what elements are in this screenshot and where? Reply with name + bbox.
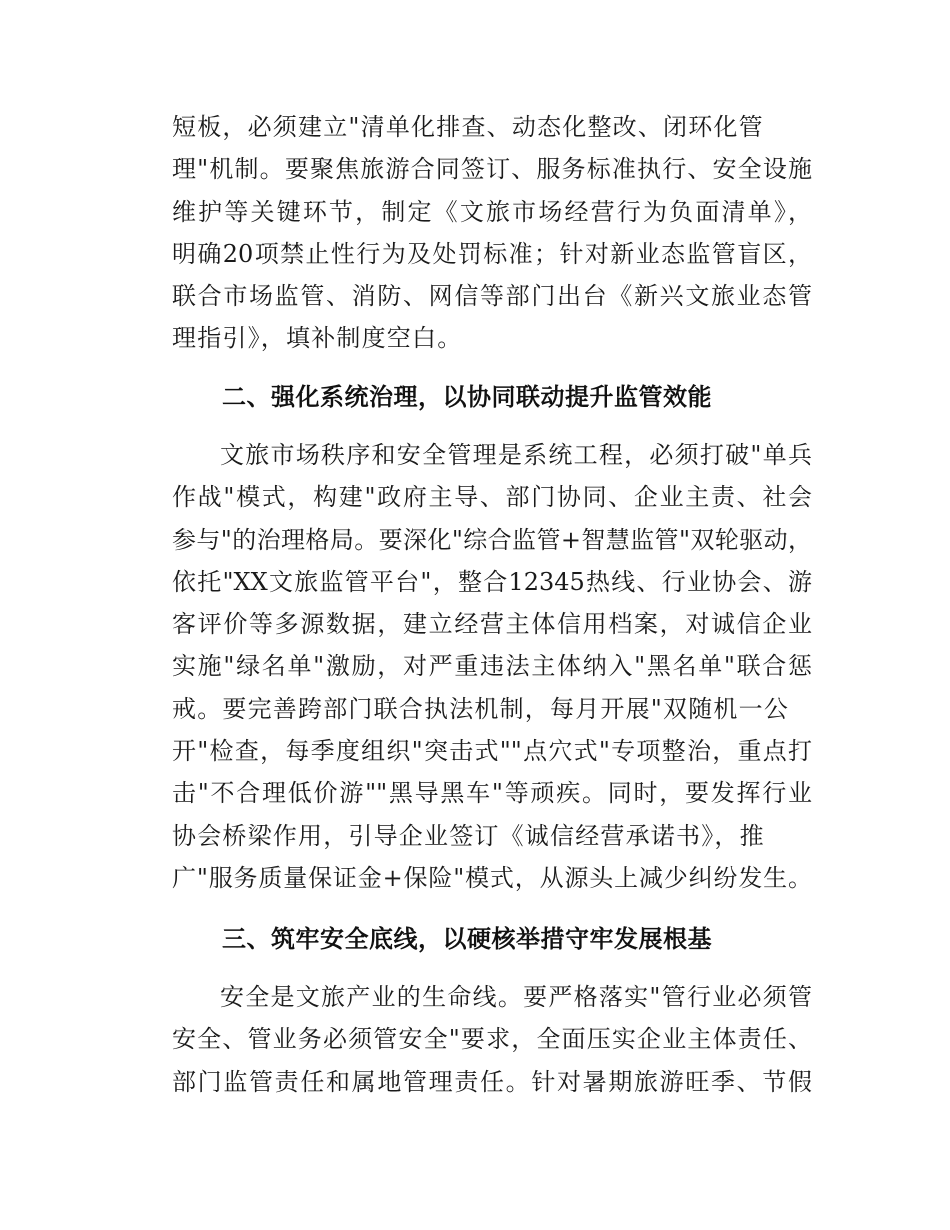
paragraph-1-line-5: 联合市场监管、消防、网信等部门出台《新兴文旅业态管 <box>172 282 812 311</box>
paragraph-2-line-6: 实施"绿名单"激励，对严重违法主体纳入"黑名单"联合惩 <box>172 652 812 681</box>
paragraph-2-line-1: 文旅市场秩序和安全管理是系统工程，必须打破"单兵 <box>220 441 812 469</box>
paragraph-2-line-5: 客评价等多源数据，建立经营主体信用档案，对诚信企业 <box>172 610 812 639</box>
paragraph-2 <box>172 434 812 899</box>
paragraph-3-line-3: 部门监管责任和属地管理责任。针对暑期旅游旺季、节假 <box>172 1067 812 1096</box>
paragraph-1-line-3: 维护等关键环节，制定《文旅市场经营行为负面清单》， <box>172 197 812 226</box>
paragraph-1-line-6: 理指引》，填补制度空白。 <box>172 324 463 353</box>
paragraph-1 <box>172 106 812 360</box>
section-heading-3: 三、筑牢安全底线，以硬核举措守牢发展根基 <box>222 925 712 953</box>
paragraph-2-line-4: 依托"XX文旅监管平台"，整合12345热线、行业协会、游 <box>172 567 812 596</box>
paragraph-1-line-4: 明确20项禁止性行为及处罚标准；针对新业态监管盲区， <box>172 239 812 268</box>
paragraph-3-line-1: 安全是文旅产业的生命线。要严格落实"管行业必须管 <box>220 983 812 1011</box>
paragraph-2-line-10: 协会桥梁作用，引导企业签订《诚信经营承诺书》，推 <box>172 821 765 850</box>
paragraph-2-line-9: 击"不合理低价游""黑导黑车"等顽疾。同时，要发挥行业 <box>172 779 812 808</box>
paragraph-2-line-3: 参与"的治理格局。要深化"综合监管+智慧监管"双轮驱动， <box>172 525 812 554</box>
paragraph-3-line-2: 安全、管业务必须管安全"要求，全面压实企业主体责任、 <box>172 1025 812 1054</box>
paragraph-2-line-7: 戒。要完善跨部门联合执法机制，每月开展"双随机一公 <box>172 694 790 723</box>
paragraph-1-line-1: 短板，必须建立"清单化排查、动态化整改、闭环化管 <box>172 113 764 141</box>
paragraph-3 <box>172 976 812 1103</box>
paragraph-2-line-8: 开"检查，每季度组织"突击式""点穴式"专项整治，重点打 <box>172 737 812 766</box>
paragraph-1-line-2: 理"机制。要聚焦旅游合同签订、服务标准执行、安全设施 <box>172 155 812 184</box>
paragraph-2-line-11: 广"服务质量保证金+保险"模式，从源头上减少纠纷发生。 <box>172 863 812 892</box>
section-heading-2: 二、强化系统治理，以协同联动提升监管效能 <box>222 383 712 411</box>
paragraph-2-line-2: 作战"模式，构建"政府主导、部门协同、企业主责、社会 <box>172 483 812 512</box>
